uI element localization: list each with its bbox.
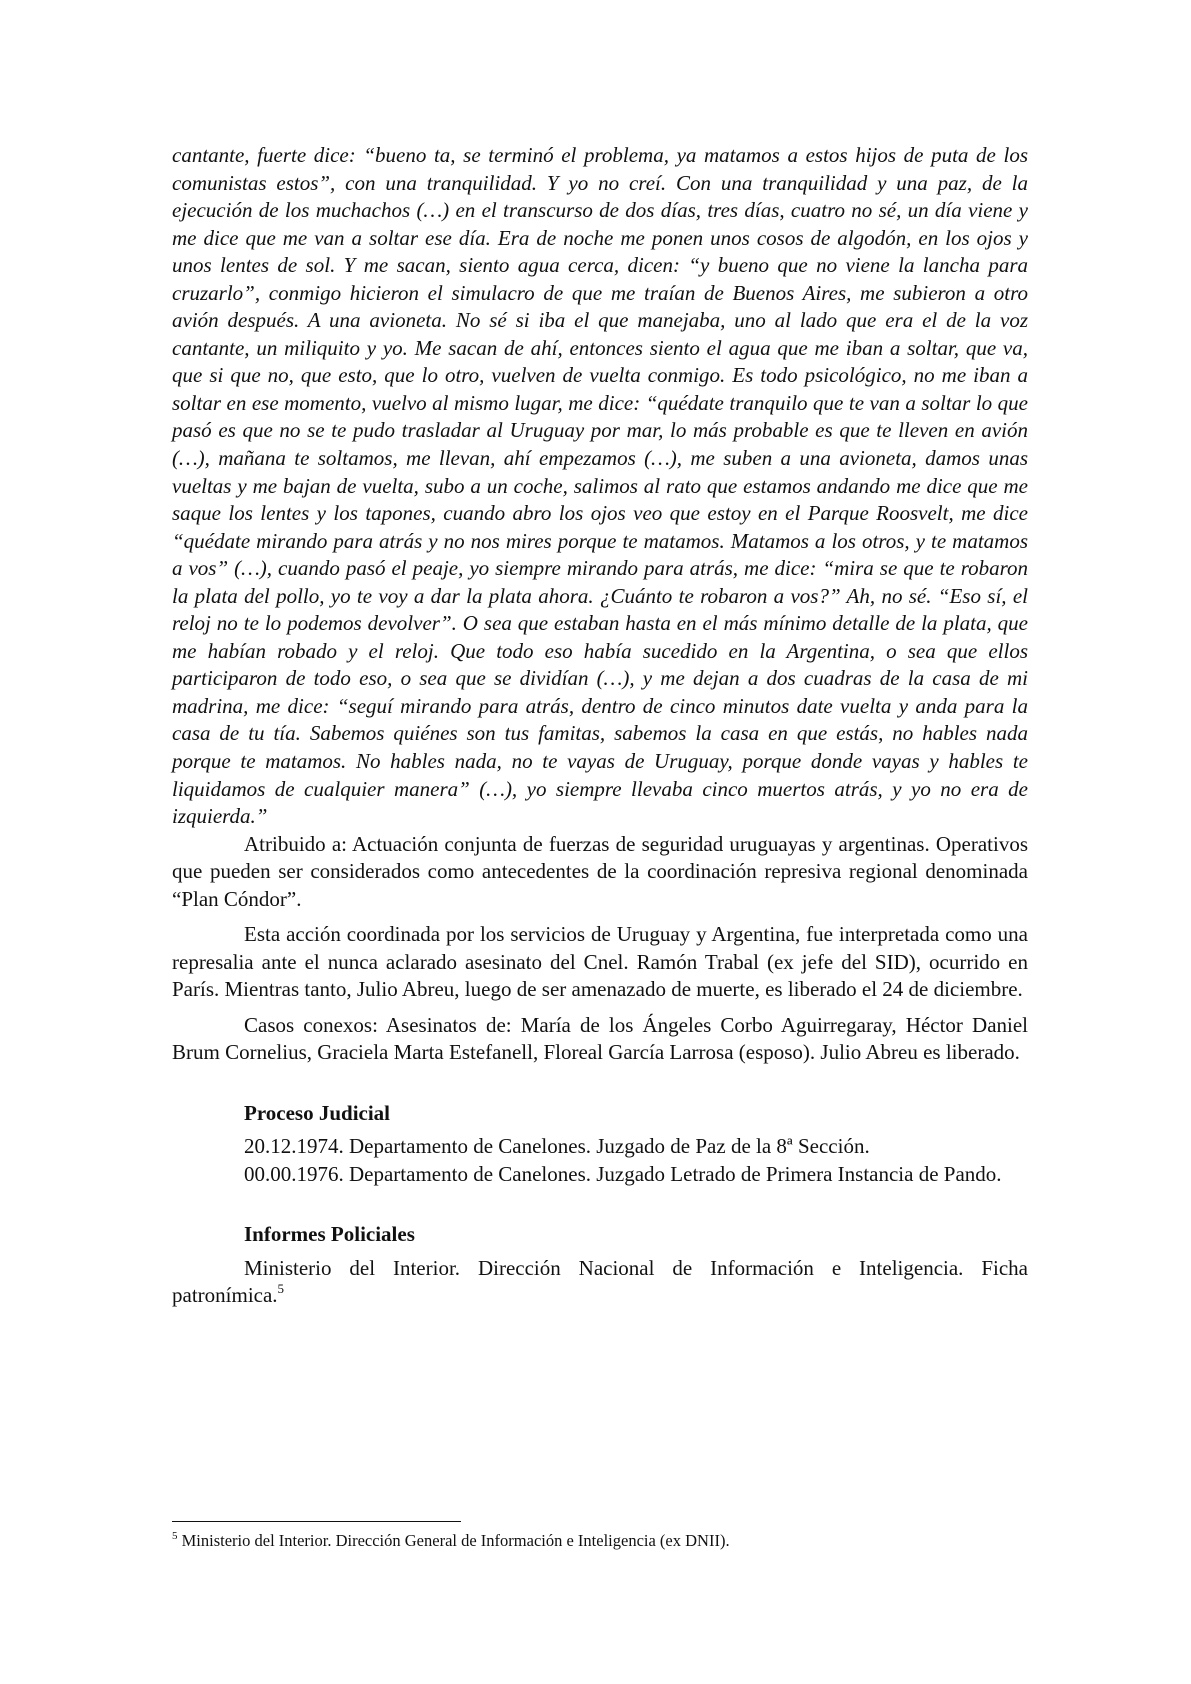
page-body	[172, 142, 1028, 1310]
police-report-text: Ministerio del Interior. Dirección Nacional de Información e Inteligencia. Ficha patronímica.	[172, 1255, 1028, 1308]
coordinated-action-paragraph: Esta acción coordinada por los servicios de Uruguay y Argentina, fue interpretada como una represalia ante el nunca aclarado asesinato del Cnel. Ramón Trabal (ex jefe del SID), ocurrido en París. Mientras tanto, Julio Abreu, luego de ser amenazado de muerte, es liberado el 24 de diciembre.	[172, 922, 1028, 1002]
attribution-paragraph: Atribuido a: Actuación conjunta de fuerzas de seguridad uruguayas y argentinas. Operativos que pueden ser considerados como antecedentes de la coordinación represiva regional denominada “Plan Cóndor”.	[172, 831, 1028, 911]
testimony-quote: cantante, fuerte dice: “bueno ta, se terminó el problema, ya matamos a estos hijos de puta de los comunistas estos”, con una tranquilidad. Y yo no creí. Con una tranquilidad y una paz, de la ejecución de los muchachos (…) en el transcurso de dos días, tres días, cuatro no sé, un día viene y me dice que me van a soltar ese día. Era de noche me ponen unos cosos de algodón, en los ojos y unos lentes de sol. Y me sacan, siento agua cerca, dicen: “y bueno que no viene la lancha para cruzarlo”, conmigo hicieron el simulacro de que me traían de Buenos Aires, me subieron a otro avión después. A una avioneta. No sé si iba el que manejaba, uno al lado que era el de la voz cantante, un miliquito y yo. Me sacan de ahí, entonces siento el agua que me iban a soltar, que va, que si que no, que esto, que lo otro, vuelven de vuelta conmigo. Es todo psicológico, no me iban a soltar en ese momento, vuelvo al mismo lugar, me dice: “quédate tranquilo que te van a soltar lo que pasó es que no se te pudo trasladar al Uruguay por mar, lo más probable es que te lleven en avión (…), mañana te soltamos, me llevan, ahí empezamos (…), me suben a una avioneta, damos unas vueltas y me bajan de vuelta, subo a un coche, salimos al rato que estamos andando me dice que me saque los lentes y los tapones, cuando abro los ojos veo que estoy en el Parque Roosvelt, me dice “quédate mirando para atrás y no nos mires porque te matamos. Matamos a los otros, y te matamos a vos” (…), cuando pasó el peaje, yo siempre mirando para atrás, me dice: “mira se que te robaron la plata del pollo, yo te voy a dar la plata ahora. ¿Cuánto te robaron a vos?” Ah, no sé. “Eso sí, el reloj no te lo podemos devolver”. O sea que estaban hasta en el más mínimo detalle de la plata, que me habían robado y el reloj. Que todo eso había sucedido en la Argentina, o sea que ellos participaron de todo eso, o sea que se dividían (…), y me dejan a dos cuadras de la casa de mi madrina, me dice: “seguí mirando para atrás, dentro de cinco minutos date vuelta y anda para la casa de tu tía. Sabemos quiénes son tus famitas, sabemos la casa en que estás, no hables nada porque te matamos. No hables nada, no te vayas de Uruguay, porque donde vayas y hables te liquidamos de cualquier manera” (…), yo siempre llevaba cinco muertos atrás, y yo no era de izquierda.”	[172, 143, 1028, 829]
judicial-process-heading: Proceso Judicial	[244, 1100, 391, 1125]
judicial-entry: 00.00.1976. Departamento de Canelones. Juzgado Letrado de Primera Instancia de Pando.	[244, 1161, 1002, 1186]
footnote	[172, 1530, 1028, 1552]
police-reports-heading: Informes Policiales	[244, 1222, 415, 1247]
police-report-entry	[172, 1255, 1028, 1310]
footnote-text: Ministerio del Interior. Dirección General de Información e Inteligencia (ex DNII).	[181, 1531, 730, 1550]
footnote-separator	[172, 1521, 461, 1522]
judicial-entry: 20.12.1974. Departamento de Canelones. Juzgado de Paz de la 8ª Sección.	[244, 1134, 870, 1159]
footnote-reference: 5	[277, 1281, 285, 1297]
related-cases-paragraph: Casos conexos: Asesinatos de: María de los Ángeles Corbo Aguirregaray, Héctor Daniel Brum Cornelius, Graciela Marta Estefanell, Floreal García Larrosa (esposo). Julio Abreu es liberado.	[172, 1012, 1028, 1065]
footnote-number: 5	[172, 1530, 178, 1542]
